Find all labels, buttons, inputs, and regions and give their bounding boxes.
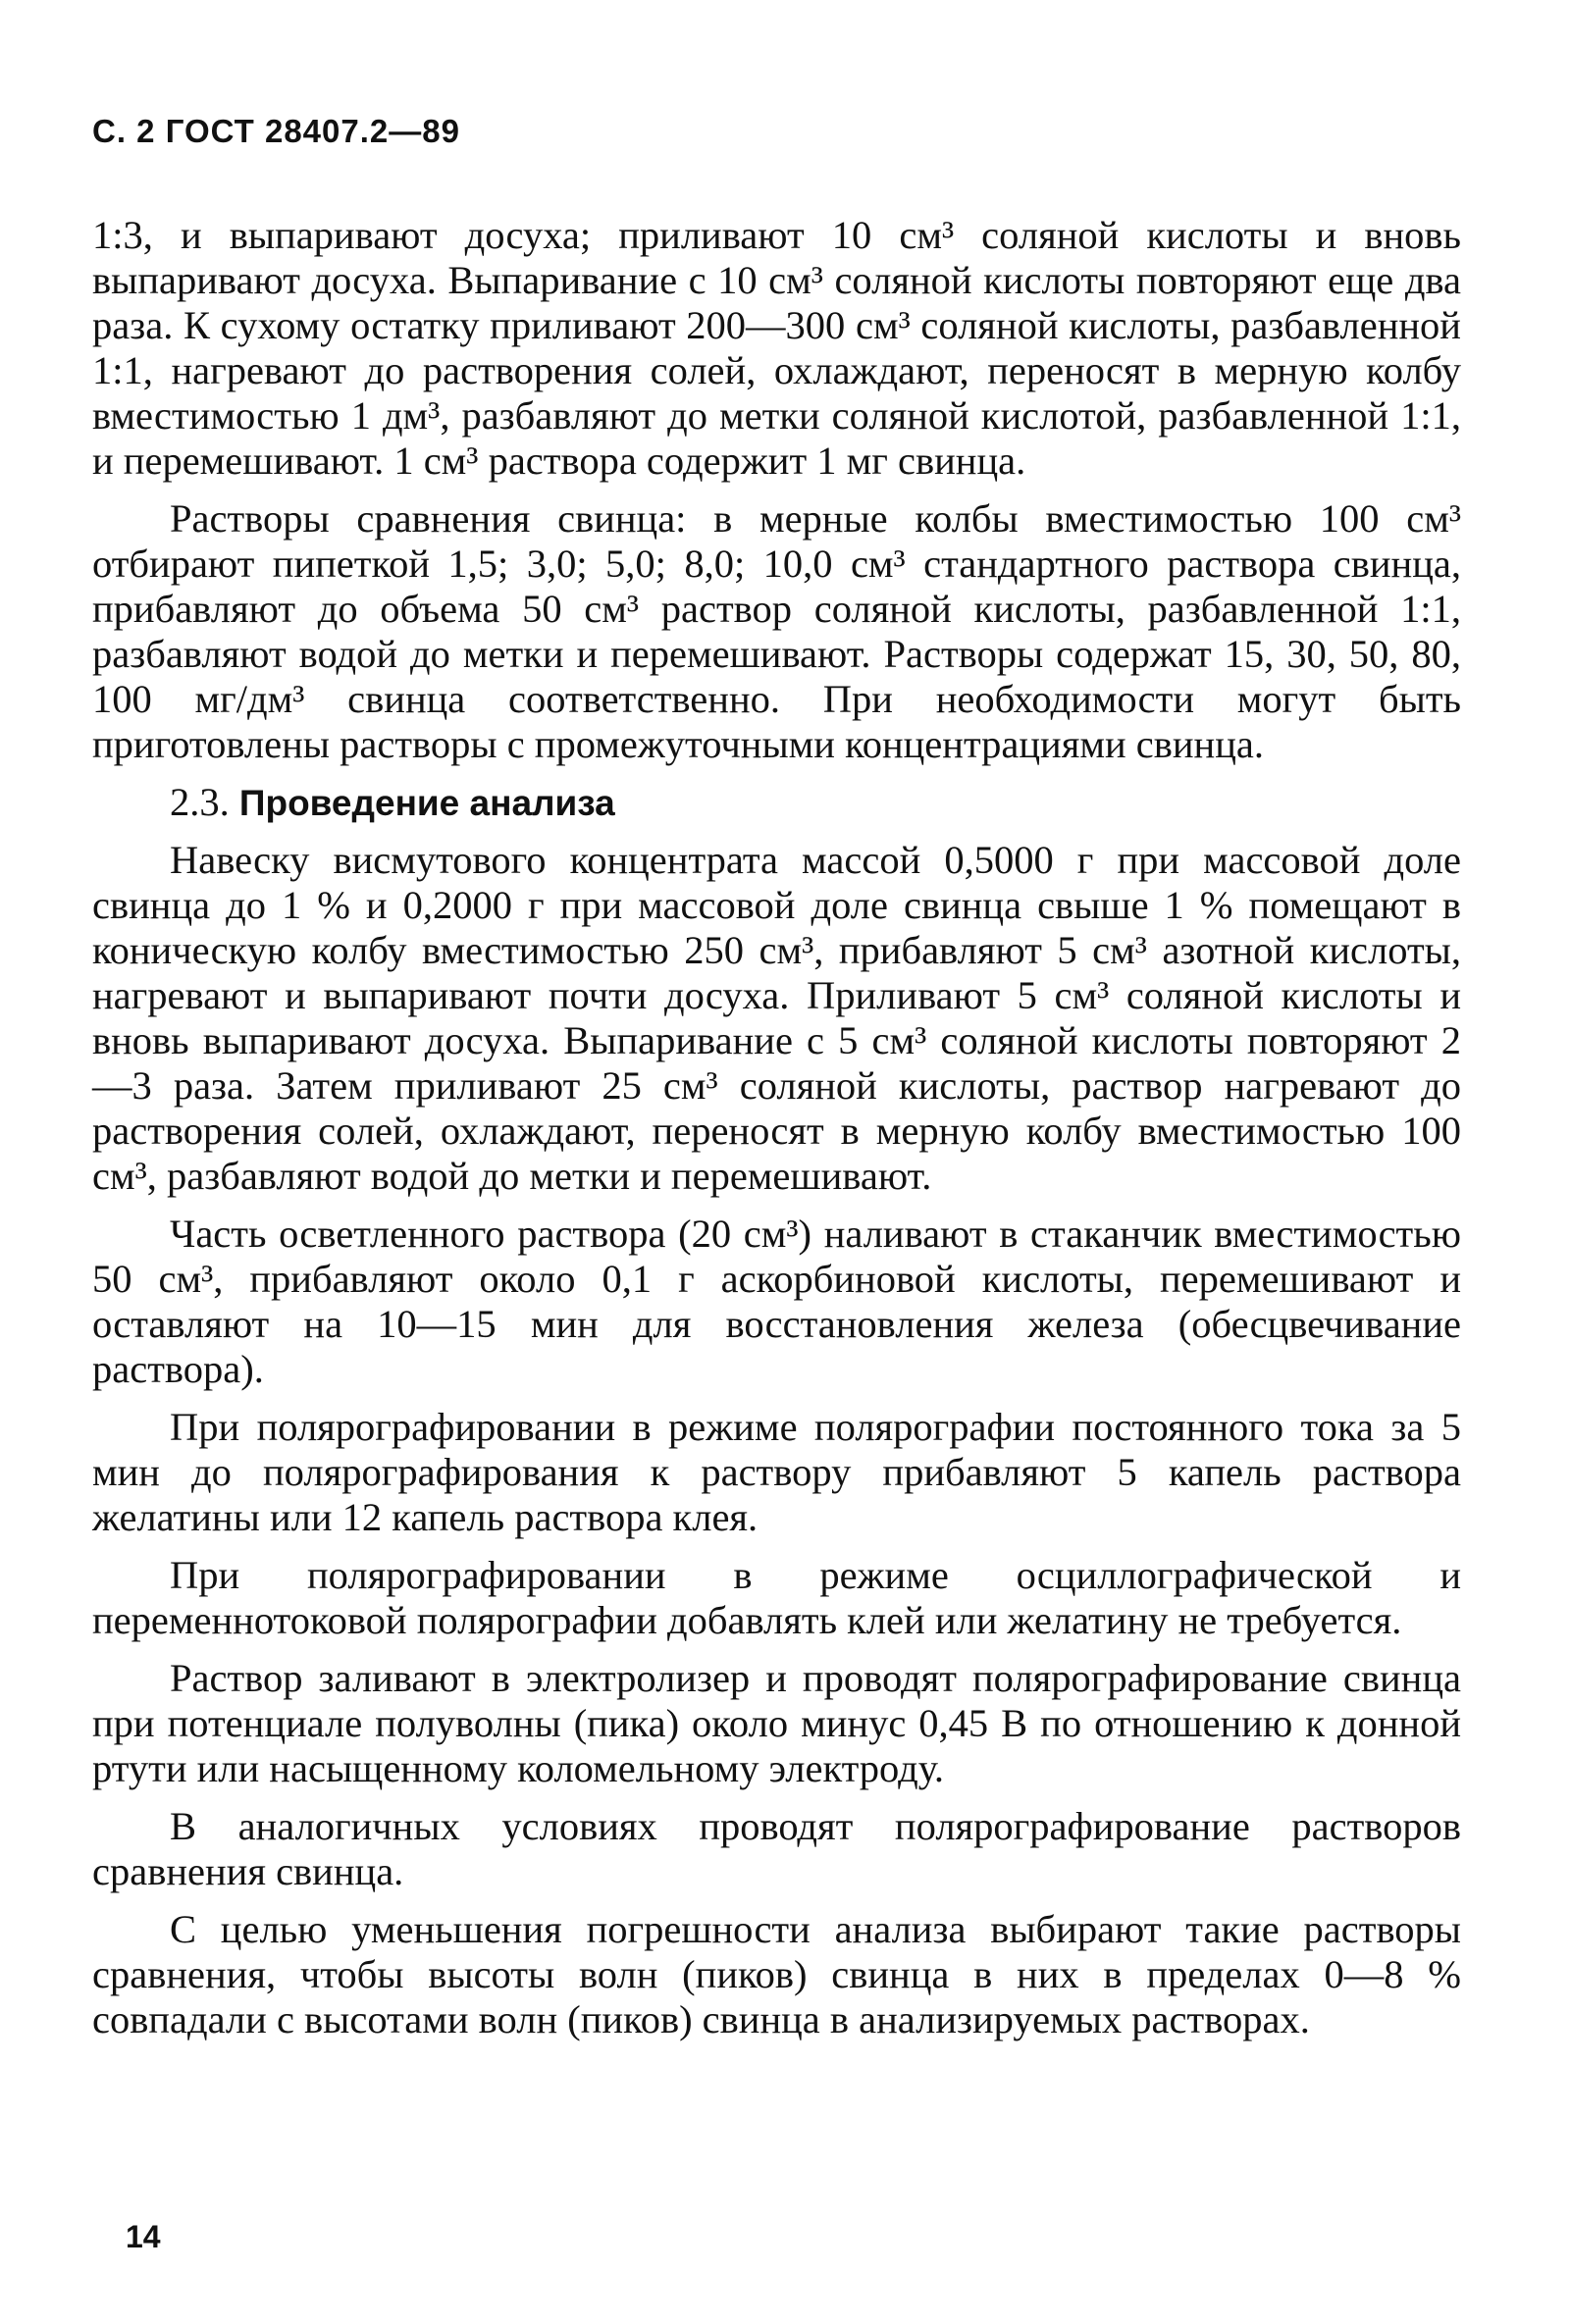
section-number: 2.3. — [170, 780, 230, 824]
paragraph-clarified-solution: Часть осветленного раствора (20 см³) наливают в стаканчик вместимостью 50 см³, прибавляют около 0,1 г аскорбиновой кислоты, перемешивают и оставляют на 10—15 мин для восстановления железа (обесцвечивание раствора). — [92, 1212, 1461, 1391]
running-head: С. 2 ГОСТ 28407.2—89 — [92, 113, 460, 149]
page-number: 14 — [126, 2219, 161, 2254]
paragraph-ac-polarography: При полярографировании в режиме осциллографической и переменнотоковой полярографии добавлять клей или желатину не требуется. — [92, 1553, 1461, 1642]
document-page — [92, 113, 1461, 2055]
section-heading — [92, 780, 1461, 826]
paragraph-reference-solutions: Растворы сравнения свинца: в мерные колбы вместимостью 100 см³ отбирают пипеткой 1,5; 3,0; 5,0; 8,0; 10,0 см³ стандартного раствора свинца, прибавляют до объема 50 см³ раствор соляной кислоты, разбавленной 1:1, разбавляют водой до метки и перемешивают. Растворы содержат 15, 30, 50, 80, 100 мг/дм³ свинца соответственно. При необходимости могут быть приготовлены растворы с промежуточными концентрациями свинца. — [92, 496, 1461, 766]
paragraph-sample-preparation: Навеску висмутового концентрата массой 0,5000 г при массовой доле свинца до 1 % и 0,2000 г при массовой доле свинца свыше 1 % помещают в коническую колбу вместимостью 250 см³, прибавляют 5 см³ азотной кислоты, нагревают и выпаривают почти досуха. Приливают 5 см³ соляной кислоты и вновь выпаривают досуха. Выпаривание с 5 см³ соляной кислоты повторяют 2—3 раза. Затем приливают 25 см³ соляной кислоты, раствор нагревают до растворения солей, охлаждают, переносят в мерную колбу вместимостью 100 см³, разбавляют водой до метки и перемешивают. — [92, 838, 1461, 1198]
paragraph-dc-polarography: При полярографировании в режиме полярографии постоянного тока за 5 мин до полярографирования к раствору прибавляют 5 капель раствора желатины или 12 капель раствора клея. — [92, 1405, 1461, 1539]
paragraph-electrolyzer: Раствор заливают в электролизер и проводят полярографирование свинца при потенциале полуволны (пика) около минус 0,45 В по отношению к донной ртути или насыщенному коломельному электроду. — [92, 1656, 1461, 1790]
paragraph-error-reduction: С целью уменьшения погрешности анализа выбирают такие растворы сравнения, чтобы высоты волн (пиков) свинца в них в пределах 0—8 % совпадали с высотами волн (пиков) свинца в анализируемых растворах. — [92, 1907, 1461, 2041]
section-title: Проведение анализа — [238, 783, 615, 823]
paragraph-reference-polarography: В аналогичных условиях проводят полярографирование растворов сравнения свинца. — [92, 1804, 1461, 1893]
paragraph-continuation: 1:3, и выпаривают досуха; приливают 10 см³ соляной кислоты и вновь выпаривают досуха. Выпаривание с 10 см³ соляной кислоты повторяют еще два раза. К сухому остатку приливают 200—300 см³ соляной кислоты, разбавленной 1:1, нагревают до растворения солей, охлаждают, переносят в мерную колбу вместимостью 1 дм³, разбавляют до метки соляной кислотой, разбавленной 1:1, и перемешивают. 1 см³ раствора содержит 1 мг свинца. — [92, 213, 1461, 483]
